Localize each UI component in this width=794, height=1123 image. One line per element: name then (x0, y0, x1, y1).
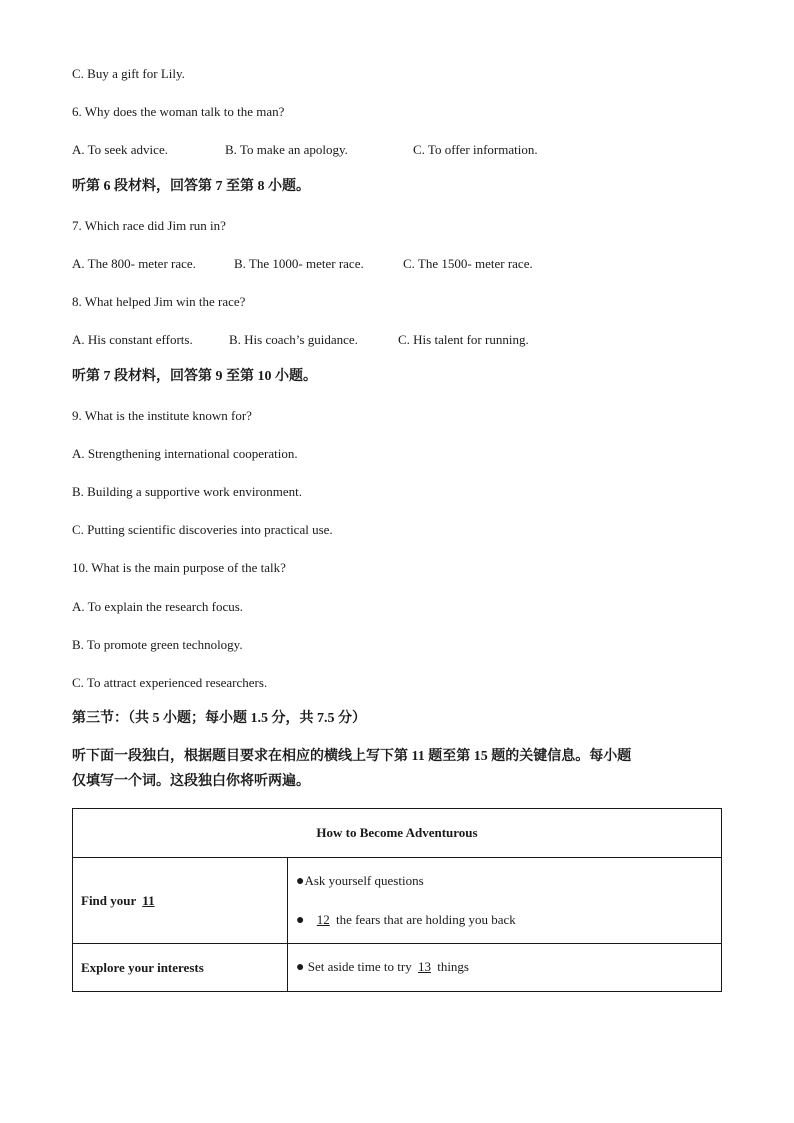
row-2-label: Explore your interests (73, 944, 288, 992)
row-1-content-cell (288, 858, 722, 944)
question-6-options (72, 142, 538, 158)
table-title: How to Become Adventurous (73, 809, 722, 858)
blank-13: 13 (417, 959, 431, 974)
blank-11: 11 (142, 892, 155, 908)
question-7-options (72, 256, 533, 272)
question-8: 8. What helped Jim win the race? (72, 294, 246, 309)
section-6-heading: 听第 6 段材料，回答第 7 至第 8 小题。 (72, 179, 310, 194)
row-2-content-cell (288, 944, 722, 992)
blank-12: 12 (316, 911, 330, 927)
q5-option-c: C. Buy a gift for Lily. (72, 66, 185, 81)
part-3-instruction-line-1: 听下面一段独白，根据题目要求在相应的横线上写下第 11 题至第 15 题的关键信息。每小题 (72, 749, 632, 764)
question-7: 7. Which race did Jim run in? (72, 218, 226, 233)
bullet-icon: ● (296, 960, 305, 975)
bullet-2-text: the fears that are holding you back (335, 911, 516, 927)
q8-option-b: B. His coach’s guidance. (229, 332, 358, 347)
table-row (73, 944, 722, 992)
q10-option-b: B. To promote green technology. (72, 637, 243, 652)
row-1-bullet-1 (296, 873, 713, 890)
row-2-bullet-pre: Set aside time to try (307, 959, 412, 974)
q6-option-b: B. To make an apology. (225, 142, 348, 157)
question-9: 9. What is the institute known for? (72, 408, 252, 423)
q10-option-c: C. To attract experienced researchers. (72, 675, 268, 690)
bullet-icon: ● (296, 873, 305, 889)
q8-option-a: A. His constant efforts. (72, 332, 193, 347)
table-row (73, 858, 722, 944)
q6-option-a: A. To seek advice. (72, 142, 168, 157)
q7-option-c: C. The 1500- meter race. (403, 256, 533, 271)
q7-option-a: A. The 800- meter race. (72, 256, 196, 271)
question-10: 10. What is the main purpose of the talk? (72, 560, 286, 575)
question-8-options (72, 332, 529, 348)
part-3-heading: 第三节：（共 5 小题；每小题 1.5 分，共 7.5 分） (72, 711, 366, 726)
part-3-instruction-line-2: 仅填写一个词。这段独白你将听两遍。 (72, 774, 310, 789)
q9-option-a: A. Strengthening international cooperation. (72, 446, 298, 461)
section-7-heading: 听第 7 段材料，回答第 9 至第 10 小题。 (72, 369, 317, 384)
q6-option-c: C. To offer information. (413, 142, 538, 157)
row-1-bullet-2 (296, 912, 713, 929)
q9-option-c: C. Putting scientific discoveries into practical use. (72, 522, 333, 537)
q7-option-b: B. The 1000- meter race. (234, 256, 364, 271)
notes-table (72, 808, 722, 992)
question-6: 6. Why does the woman talk to the man? (72, 104, 285, 119)
q8-option-c: C. His talent for running. (398, 332, 529, 347)
row-1-label-cell (73, 858, 288, 944)
bullet-icon: ● (296, 912, 305, 928)
q10-option-a: A. To explain the research focus. (72, 599, 244, 614)
bullet-1-text: Ask yourself questions (304, 872, 424, 888)
q9-option-b: B. Building a supportive work environment. (72, 484, 303, 499)
row-1-label: Find your (81, 892, 137, 908)
row-2-bullet-post: things (437, 959, 469, 974)
